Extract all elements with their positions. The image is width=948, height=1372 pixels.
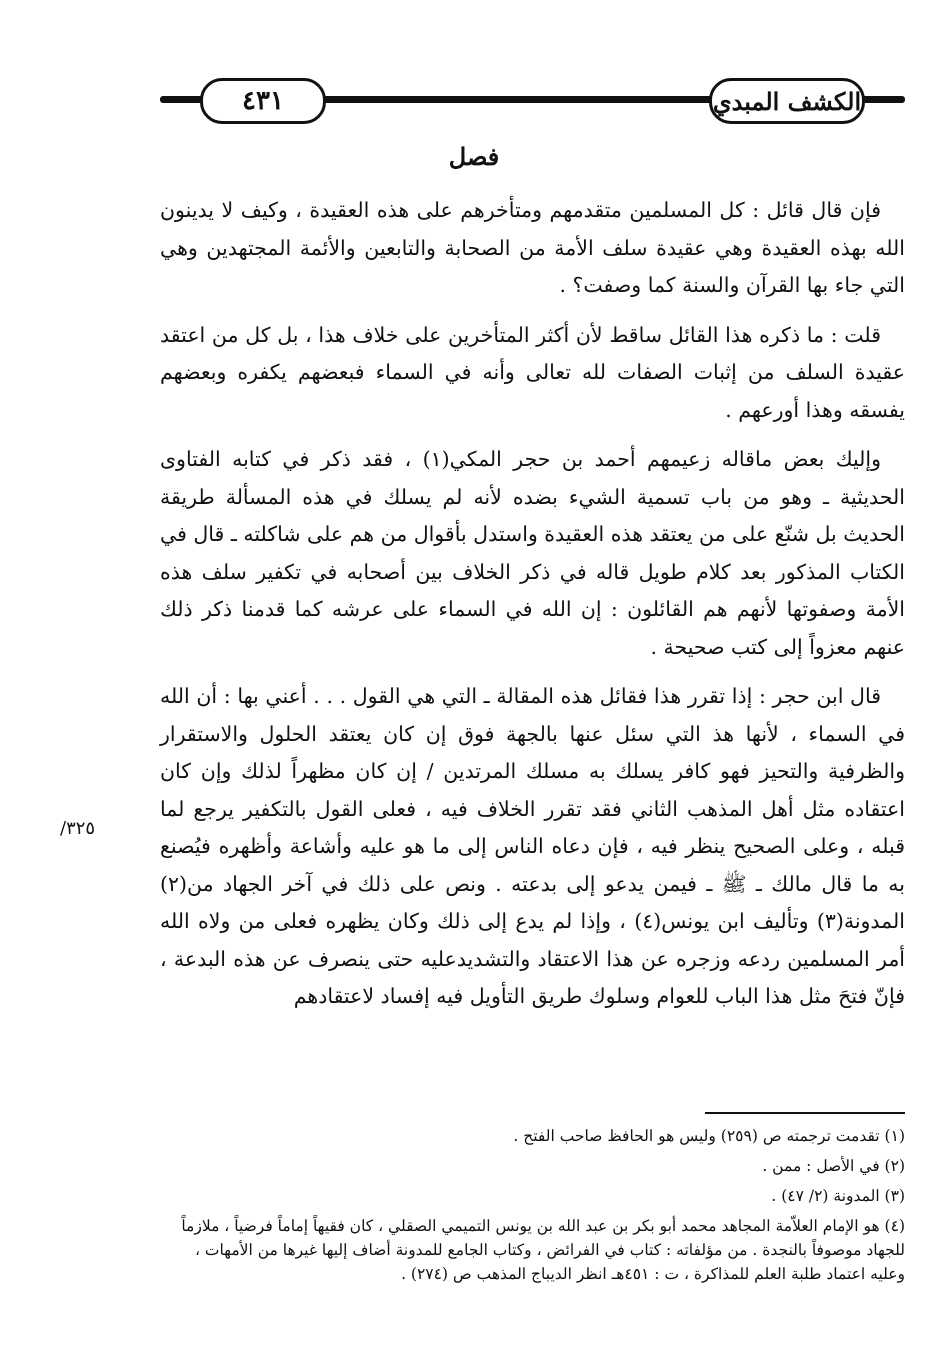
footnote: (٢) في الأصل : ممن . [762, 1157, 905, 1175]
paragraph: فإن قال قائل : كل المسلمين متقدمهم ومتأخرهم على هذه العقيدة ، وكيف لا يدينون الله بهذه العقيدة وهي عقيدة سلف الأمة من الصحابة والتابعين والأئمة المجتهدين وهي التي جاء بها القرآن والسنة كما وصفت؟ . [160, 198, 905, 297]
footnote: (١) تقدمت ترجمته ص (٢٥٩) وليس هو الحافظ صاحب الفتح . [513, 1127, 905, 1145]
page-number: ٤٣١ [200, 78, 326, 124]
margin-page-reference: ٣٢٥/ [60, 818, 96, 839]
footnote: (٤) هو الإمام العلاّمة المجاهد محمد أبو بكر بن عبد الله بن يونس التميمي الصقلي ، كان فقيهاً إماماً فرضياً ، ملازماً للجهاد موصوفاً بالنجدة . من مؤلفاته : كتاب في الفرائض ، وكتاب الجامع للمدونة أضاف إليها غيرها من الأمهات ، وعليه اعتماد طلبة العلم للمذاكرة ، ت : ٤٥١هـ انظر الديباج المذهب ص (٢٧٤) . [181, 1217, 905, 1283]
page-header [160, 70, 905, 130]
paragraph: قال ابن حجر : إذا تقرر هذا فقائل هذه المقالة ـ التي هي القول . . . أعني بها : أن الله في السماء ، لأنها هذ التي سئل عنها بالجهة فوق إن كان يعتقد الحلول والاستقرار والظرفية والتحيز فهو كافر يسلك به مسلك المرتدين / إن كان مظهراً لذلك وإن كان اعتقاده مثل أهل المذهب الثاني فقد تقرر الخلاف فيه ، فعلى القول بالتكفير يرجع لما قبله ، وعلى الصحيح ينظر فيه ، فإن دعاه الناس إلى ما هو عليه وأشاعة وأظهره فيُصنع به ما قال مالك ـ ﷺ ـ فيمن يدعو إلى بدعته . ونص على ذلك في آخر الجهاد من(٢) المدونة(٣) وتأليف ابن يونس(٤) ، وإذا لم يدع إلى ذلك وكان يظهره فعلى من ولاه الله أمر المسلمين ردعه وزجره عن هذا الاعتقاد والتشديدعليه حتى ينصرف عن هذه البدعة ، فإنّ فتحَ مثل هذا الباب للعوام وسلوك طريق التأويل فيه إفساد لاعتقادهم [160, 684, 905, 1008]
book-title: الكشف المبدي [709, 78, 865, 124]
paragraph: قلت : ما ذكره هذا القائل ساقط لأن أكثر المتأخرين على خلاف هذا ، بل كل من اعتقد عقيدة السلف من إثبات الصفات لله تعالى وأنه في السماء فبعضهم يكفره وبعضهم يفسقه وهذا أورعهم . [160, 322, 905, 422]
section-title: فصل [448, 142, 500, 171]
footnotes [160, 1124, 905, 1292]
main-text [160, 192, 905, 1028]
paragraph: وإليك بعض ماقاله زعيمهم أحمد بن حجر المكي(١) ، فقد ذكر في كتابه الفتاوى الحديثية ـ وهو من باب تسمية الشيء بضده لأنه لم يسلك في هذه المسألة طريقة الحديث بل شنّع على من يعتقد هذه العقيدة واستدل بأقوال من هم على شاكلته ـ قال في الكتاب المذكور بعد كلام طويل قاله في ذكر الخلاف بين أصحابه في تكفير سلف هذه الأمة وصفوتها لأنهم هم القائلون : إن الله في السماء على عرشه كما قدمنا ذكر ذلك عنهم معزواً إلى كتب صحيحة . [159, 447, 905, 659]
footnote: (٣) المدونة (٢/ ٤٧) . [771, 1187, 905, 1205]
footnote-divider [705, 1112, 905, 1114]
